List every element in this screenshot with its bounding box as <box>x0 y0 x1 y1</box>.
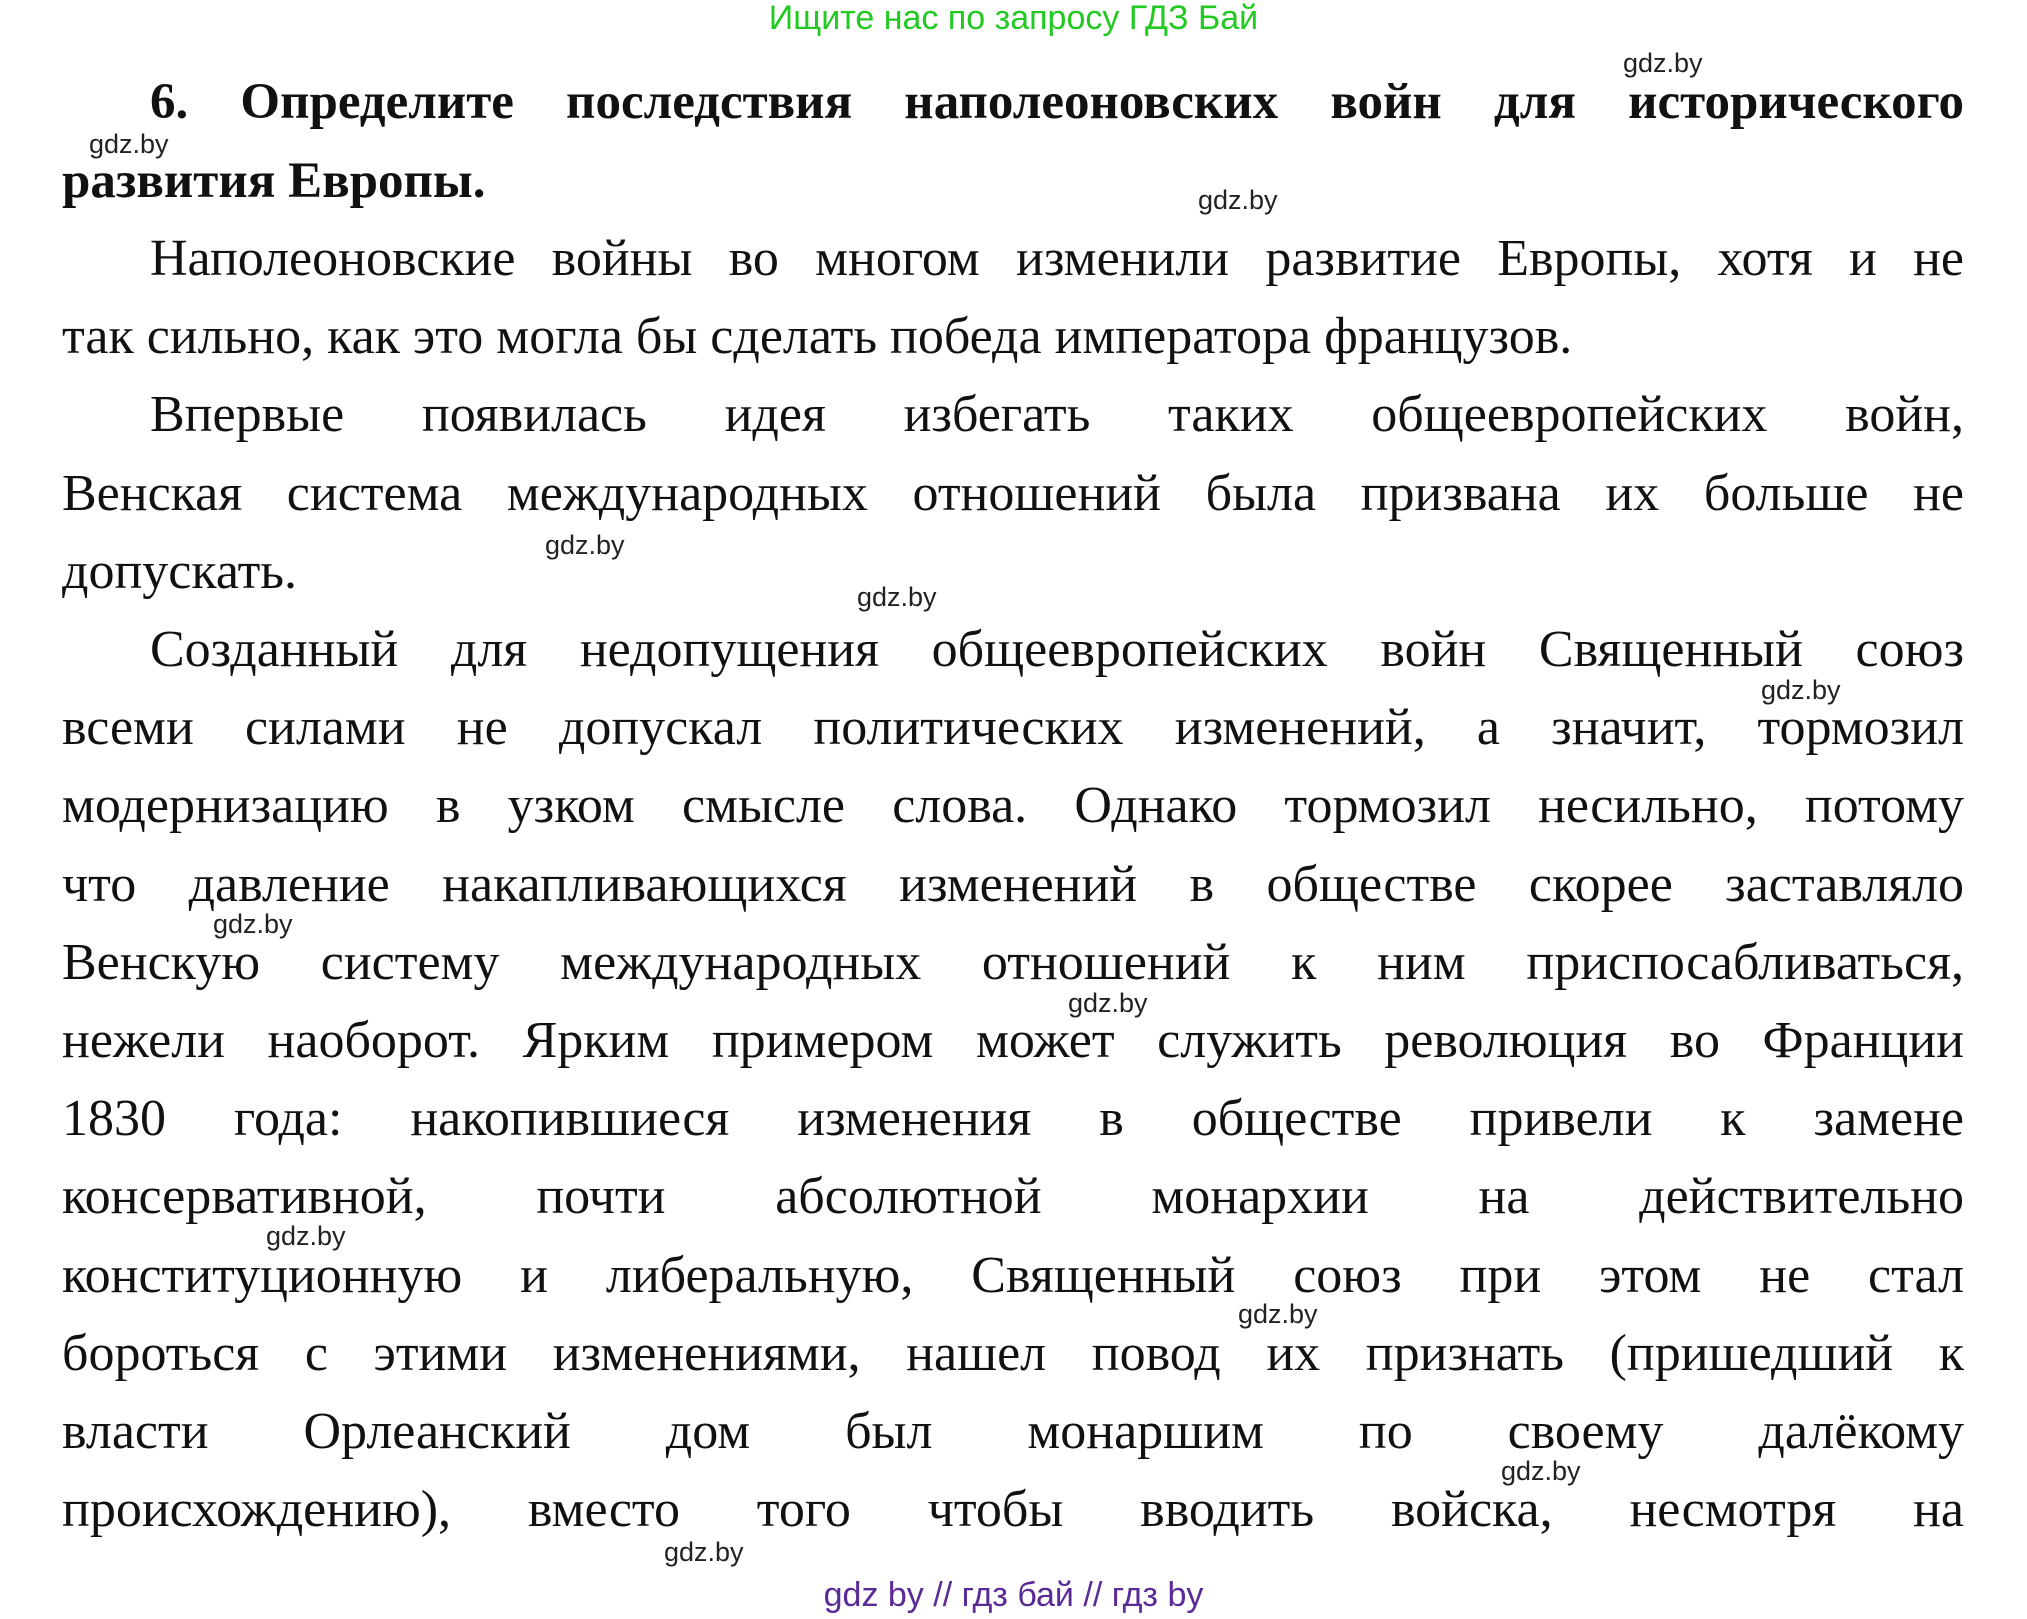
watermark: gdz.by <box>664 1537 744 1567</box>
paragraph-line: консервативной, почти абсолютной монархии на действительно <box>62 1168 1964 1225</box>
watermark: gdz.by <box>266 1221 346 1251</box>
paragraph-line: допускать. <box>62 543 298 600</box>
watermark: gdz.by <box>1623 48 1703 78</box>
heading-line: 6. Определите последствия наполеоновских войн для исторического <box>150 74 1964 130</box>
paragraph-line: конституционную и либеральную, Священный союз при этом не стал <box>62 1247 1964 1304</box>
paragraph-line: всеми силами не допускал политических изменений, а значит, тормозил <box>62 699 1964 756</box>
paragraph-line: Венская система международных отношений была призвана их больше не <box>62 465 1964 522</box>
footer-links: gdz by // гдз бай // гдз by <box>823 1576 1204 1614</box>
paragraph-line: происхождению), вместо того чтобы вводить войска, несмотря на <box>62 1481 1964 1538</box>
watermark: gdz.by <box>1068 988 1148 1018</box>
watermark: gdz.by <box>1238 1299 1318 1329</box>
paragraph-line: 1830 года: накопившиеся изменения в обществе привели к замене <box>62 1090 1964 1147</box>
paragraph-line: Созданный для недопущения общеевропейских войн Священный союз <box>150 621 1964 678</box>
search-banner: Ищите нас по запросу ГДЗ Бай <box>768 0 1259 37</box>
paragraph-line: Венскую систему международных отношений к ним приспосабливаться, <box>62 934 1964 991</box>
watermark: gdz.by <box>89 129 169 159</box>
watermark: gdz.by <box>213 909 293 939</box>
heading-line: развития Европы. <box>62 153 486 209</box>
watermark: gdz.by <box>545 530 625 560</box>
paragraph-line: Наполеоновские войны во многом изменили развитие Европы, хотя и не <box>150 230 1964 287</box>
paragraph-line: Впервые появилась идея избегать таких общеевропейских войн, <box>150 386 1964 443</box>
watermark: gdz.by <box>1761 675 1841 705</box>
watermark: gdz.by <box>857 582 937 612</box>
paragraph-line: так сильно, как это могла бы сделать победа императора французов. <box>62 308 1573 365</box>
paragraph-line: что давление накапливающихся изменений в обществе скорее заставляло <box>62 856 1964 913</box>
paragraph-line: власти Орлеанский дом был монаршим по своему далёкому <box>62 1403 1964 1460</box>
watermark: gdz.by <box>1198 185 1278 215</box>
paragraph-line: бороться с этими изменениями, нашел повод их признать (пришедший к <box>62 1325 1964 1382</box>
paragraph-line: модернизацию в узком смысле слова. Однако тормозил несильно, потому <box>62 777 1964 834</box>
paragraph-line: нежели наоборот. Ярким примером может служить революция во Франции <box>62 1012 1964 1069</box>
watermark: gdz.by <box>1501 1456 1581 1486</box>
